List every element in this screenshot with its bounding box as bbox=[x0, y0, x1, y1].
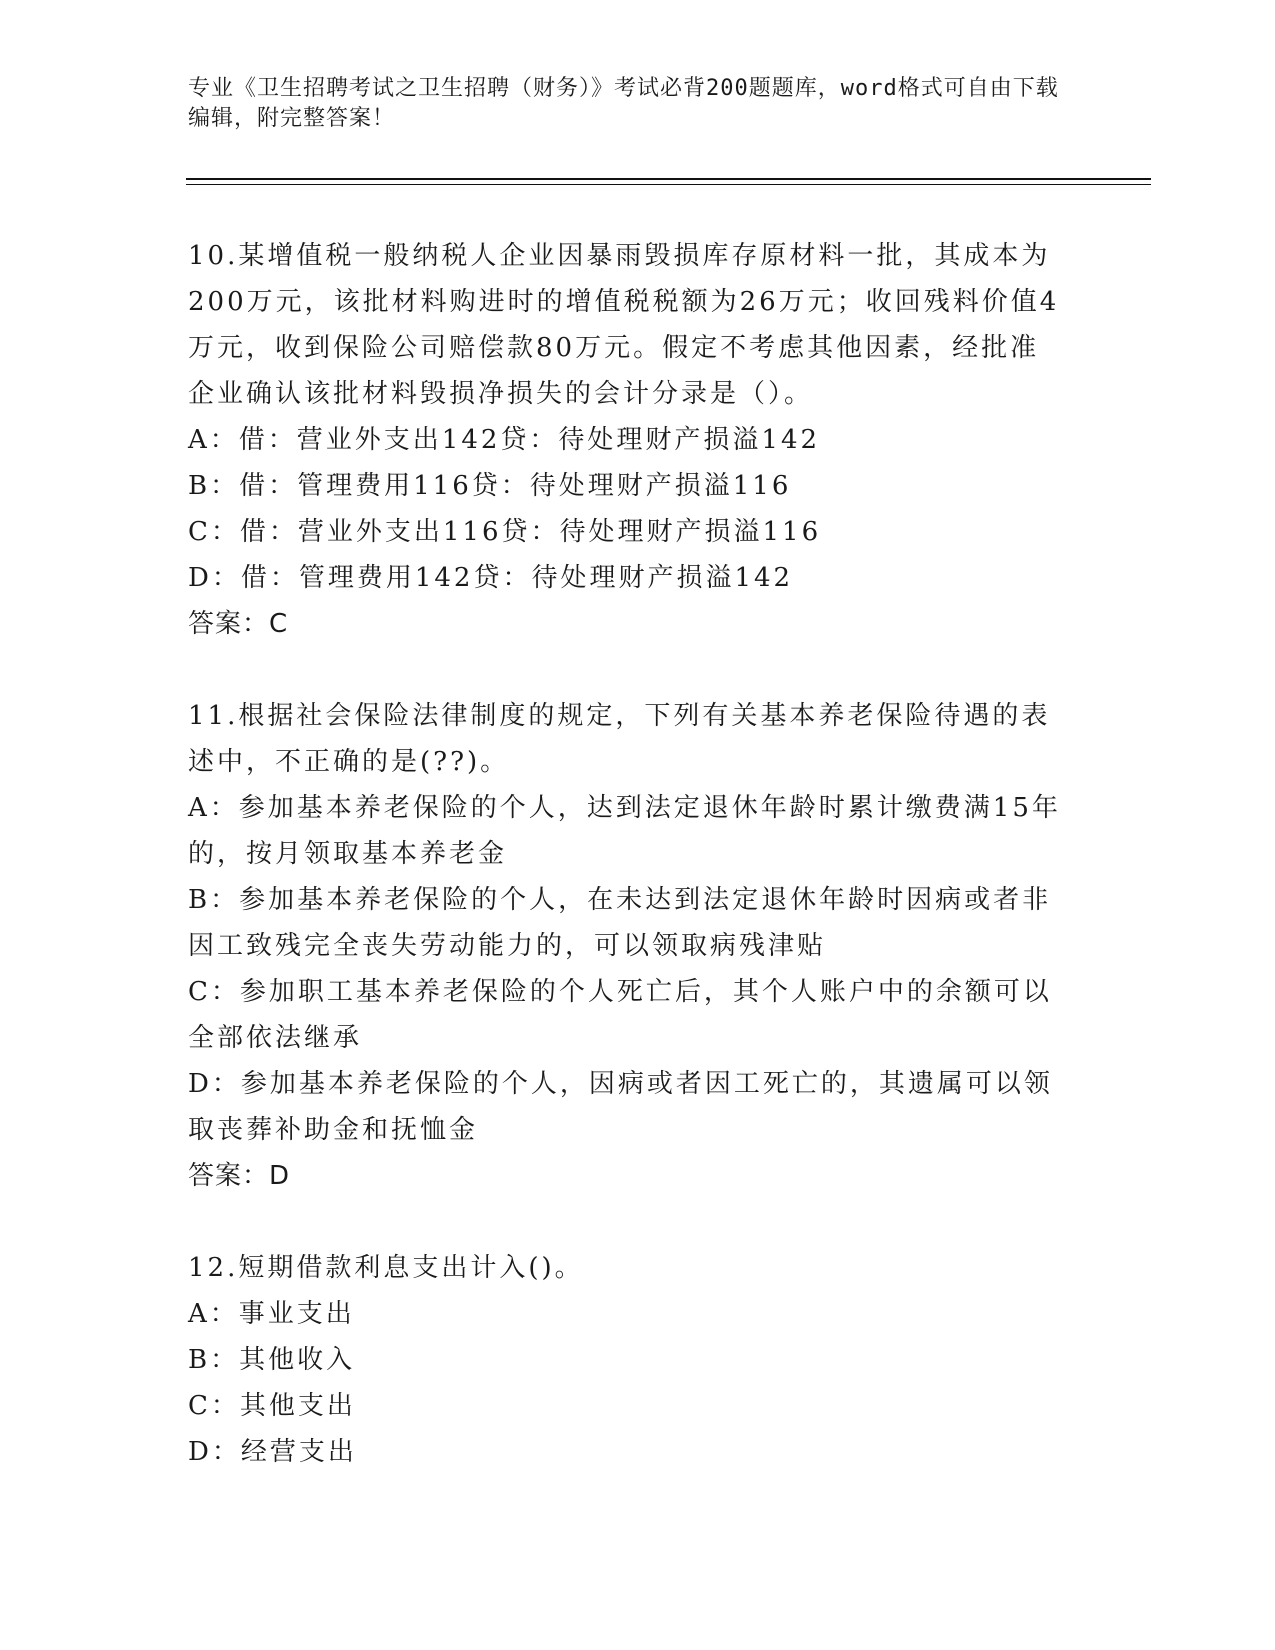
header-divider-thin bbox=[186, 184, 1151, 185]
option-b: B：借：管理费用116贷：待处理财产损溢116 bbox=[188, 471, 792, 501]
option-a: A：参加基本养老保险的个人，达到法定退休年龄时累计缴费满15年的，按月领取基本养老金 bbox=[188, 793, 1061, 869]
document-header bbox=[188, 74, 1068, 134]
question-11 bbox=[188, 693, 1068, 1199]
question-list bbox=[188, 233, 1068, 1475]
option-b: B：参加基本养老保险的个人，在未达到法定退休年龄时因病或者非因工致残完全丧失劳动能力的，可以领取病残津贴 bbox=[188, 885, 1052, 961]
option-a: A：事业支出 bbox=[188, 1299, 355, 1329]
option-b: B：其他收入 bbox=[188, 1345, 356, 1375]
option-d: D：参加基本养老保险的个人，因病或者因工死亡的，其遗属可以领取丧葬补助金和抚恤金 bbox=[188, 1069, 1053, 1145]
answer-label: 答案：D bbox=[188, 1161, 291, 1191]
option-a: A：借：营业外支出142贷：待处理财产损溢142 bbox=[188, 425, 821, 455]
question-10 bbox=[188, 233, 1068, 647]
header-divider-thick bbox=[186, 178, 1151, 180]
question-stem: 11.根据社会保险法律制度的规定，下列有关基本养老保险待遇的表述中，不正确的是(??)。 bbox=[188, 701, 1051, 777]
option-c: C：其他支出 bbox=[188, 1391, 356, 1421]
answer-label: 答案：C bbox=[188, 609, 289, 639]
question-stem: 10.某增值税一般纳税人企业因暴雨毁损库存原材料一批，其成本为200万元，该批材料购进时的增值税税额为26万元；收回残料价值4万元，收到保险公司赔偿款80万元。假定不考虑其他因素，经批准企业确认该批材料毁损净损失的会计分录是（）。 bbox=[188, 241, 1060, 409]
option-d: D：借：管理费用142贷：待处理财产损溢142 bbox=[188, 563, 794, 593]
header-title: 专业《卫生招聘考试之卫生招聘（财务）》考试必背200题题库，word格式可自由下载编辑，附完整答案！ bbox=[188, 76, 1059, 131]
option-d: D：经营支出 bbox=[188, 1437, 357, 1467]
option-c: C：借：营业外支出116贷：待处理财产损溢116 bbox=[188, 517, 822, 547]
option-c: C：参加职工基本养老保险的个人死亡后，其个人账户中的余额可以全部依法继承 bbox=[188, 977, 1052, 1053]
question-stem: 12.短期借款利息支出计入()。 bbox=[188, 1253, 584, 1283]
question-12 bbox=[188, 1245, 1068, 1475]
